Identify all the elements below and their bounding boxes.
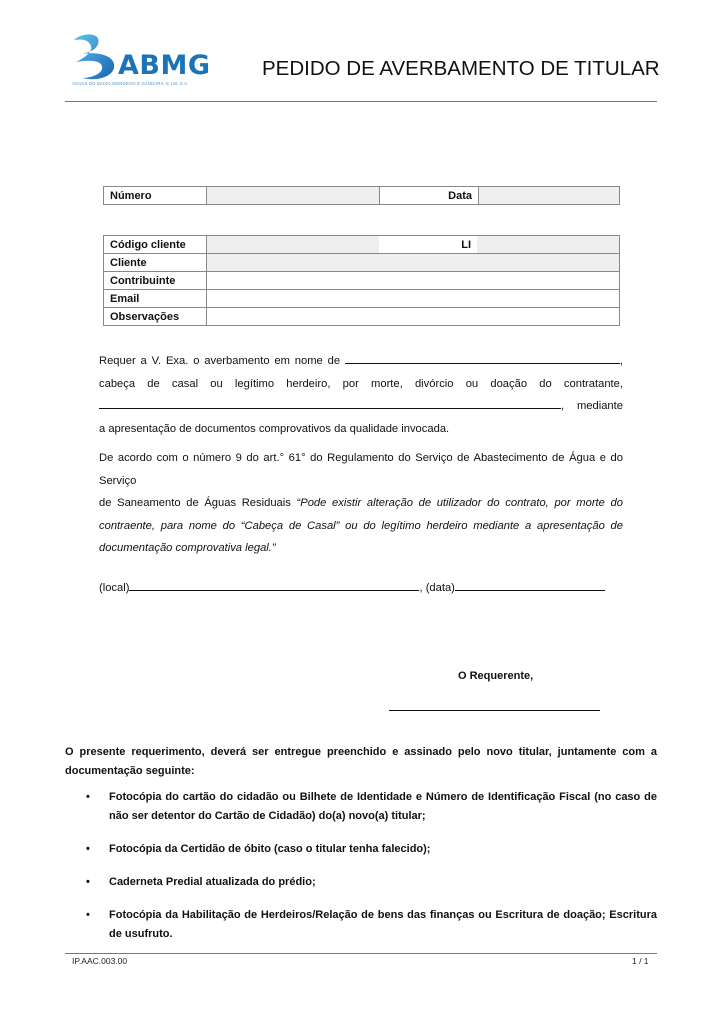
list-item-text: Fotocópia da Habilitação de Herdeiros/Relação de bens das finanças ou Escritura de doação; Escritura de usufruto. <box>109 909 657 940</box>
company-logo <box>68 32 211 90</box>
date-blank[interactable] <box>455 580 605 591</box>
codigo-cliente-field[interactable] <box>207 236 380 254</box>
local-blank[interactable] <box>129 580 419 591</box>
client-info-table <box>103 235 620 326</box>
comma: , <box>619 355 624 367</box>
bullet-icon: • <box>86 791 90 803</box>
observacoes-field[interactable] <box>207 308 620 326</box>
numero-label: Número <box>104 187 207 205</box>
notice-paragraph <box>65 743 657 781</box>
contractor-name-blank[interactable] <box>99 398 561 409</box>
observacoes-label: Observações <box>104 308 207 326</box>
table-row <box>104 272 620 290</box>
list-item-text: Caderneta Predial atualizada do prédio; <box>109 876 316 888</box>
regulation-quote-start: “Pode existir alteração de utilizador do contrato, por morte do <box>296 497 623 509</box>
request-line-2: cabeça de casal ou legítimo herdeiro, por morte, divórcio ou doação do contratante, <box>99 377 623 390</box>
page-title: PEDIDO DE AVERBAMENTO DE TITULAR <box>262 57 660 80</box>
document-code: IP.AAC.003.00 <box>72 956 128 966</box>
list-item <box>80 788 657 826</box>
request-line-3 <box>99 395 623 418</box>
list-item-text: Fotocópia do cartão do cidadão ou Bilhete de Identidade e Número de Identificação Fiscal (no caso de não ser detentor do Cartão de Cidadão) do(a) novo(a) titular; <box>109 791 657 822</box>
regulation-line-1: De acordo com o número 9 do art.° 61° do Regulamento do Serviço de Abastecimento de Água e do Serviço <box>99 452 623 487</box>
separator: , <box>419 582 426 594</box>
request-paragraph <box>99 350 623 440</box>
regulation-line-4 <box>99 537 623 560</box>
table-row <box>104 254 620 272</box>
email-field[interactable] <box>207 290 620 308</box>
footer-divider <box>65 953 657 954</box>
table-row <box>104 236 620 254</box>
data-label-sign: (data) <box>425 582 455 594</box>
regulation-quote-end: documentação comprovativa legal.” <box>99 542 276 554</box>
table-row <box>104 187 620 205</box>
data-field[interactable] <box>479 187 620 205</box>
logo-subtitle: ÁGUAS DO BAIXO MONDEGO E GÂNDARA, E.I.M, S.A. <box>72 81 189 86</box>
notice-line-1: O presente requerimento, deverá ser entregue preenchido e assinado pelo novo titular, juntamente com a <box>65 746 657 758</box>
list-item-text: Fotocópia da Certidão de óbito (caso o titular tenha falecido); <box>109 843 431 855</box>
bullet-icon: • <box>86 843 90 855</box>
signature-line[interactable] <box>389 710 600 711</box>
bullet-icon: • <box>86 876 90 888</box>
li-label: LI <box>379 236 477 254</box>
codigo-cliente-label: Código cliente <box>104 236 207 254</box>
document-info-table <box>103 186 620 205</box>
table-row <box>104 290 620 308</box>
table-row <box>104 308 620 326</box>
data-label: Data <box>380 187 479 205</box>
email-label: Email <box>104 290 207 308</box>
request-line-4: a apresentação de documentos comprovativos da qualidade invocada. <box>99 422 450 435</box>
regulation-paragraph <box>99 447 623 560</box>
request-line-1 <box>99 350 623 373</box>
required-documents-list <box>80 788 657 958</box>
regulation-line-2-plain: de Saneamento de Águas Residuais <box>99 497 297 509</box>
place-date-line <box>99 580 605 594</box>
contribuinte-field[interactable] <box>207 272 620 290</box>
regulation-line-2 <box>99 492 623 515</box>
regulation-line-3 <box>99 515 623 538</box>
regulation-quote-middle: contraente, para nome do “Cabeça de Casal” ou do legítimo herdeiro mediante a apresentação de <box>99 519 623 532</box>
list-item <box>80 873 657 892</box>
signature-label: O Requerente, <box>458 670 534 682</box>
request-line-1-text: Requer a V. Exa. o averbamento em nome de <box>99 355 341 367</box>
local-label: (local) <box>99 582 130 594</box>
list-item <box>80 906 657 944</box>
cliente-field[interactable] <box>207 254 620 272</box>
header-divider <box>65 101 657 102</box>
new-holder-name-blank[interactable] <box>345 353 620 364</box>
page-number: 1 / 1 <box>632 956 649 966</box>
contribuinte-label: Contribuinte <box>104 272 207 290</box>
list-item <box>80 840 657 859</box>
logo-wordmark: ABMG <box>118 50 211 81</box>
cliente-label: Cliente <box>104 254 207 272</box>
mediante-text: , mediante <box>561 400 623 412</box>
li-field[interactable] <box>477 236 620 254</box>
numero-field[interactable] <box>207 187 380 205</box>
notice-line-2: documentação seguinte: <box>65 765 195 777</box>
bullet-icon: • <box>86 909 90 921</box>
